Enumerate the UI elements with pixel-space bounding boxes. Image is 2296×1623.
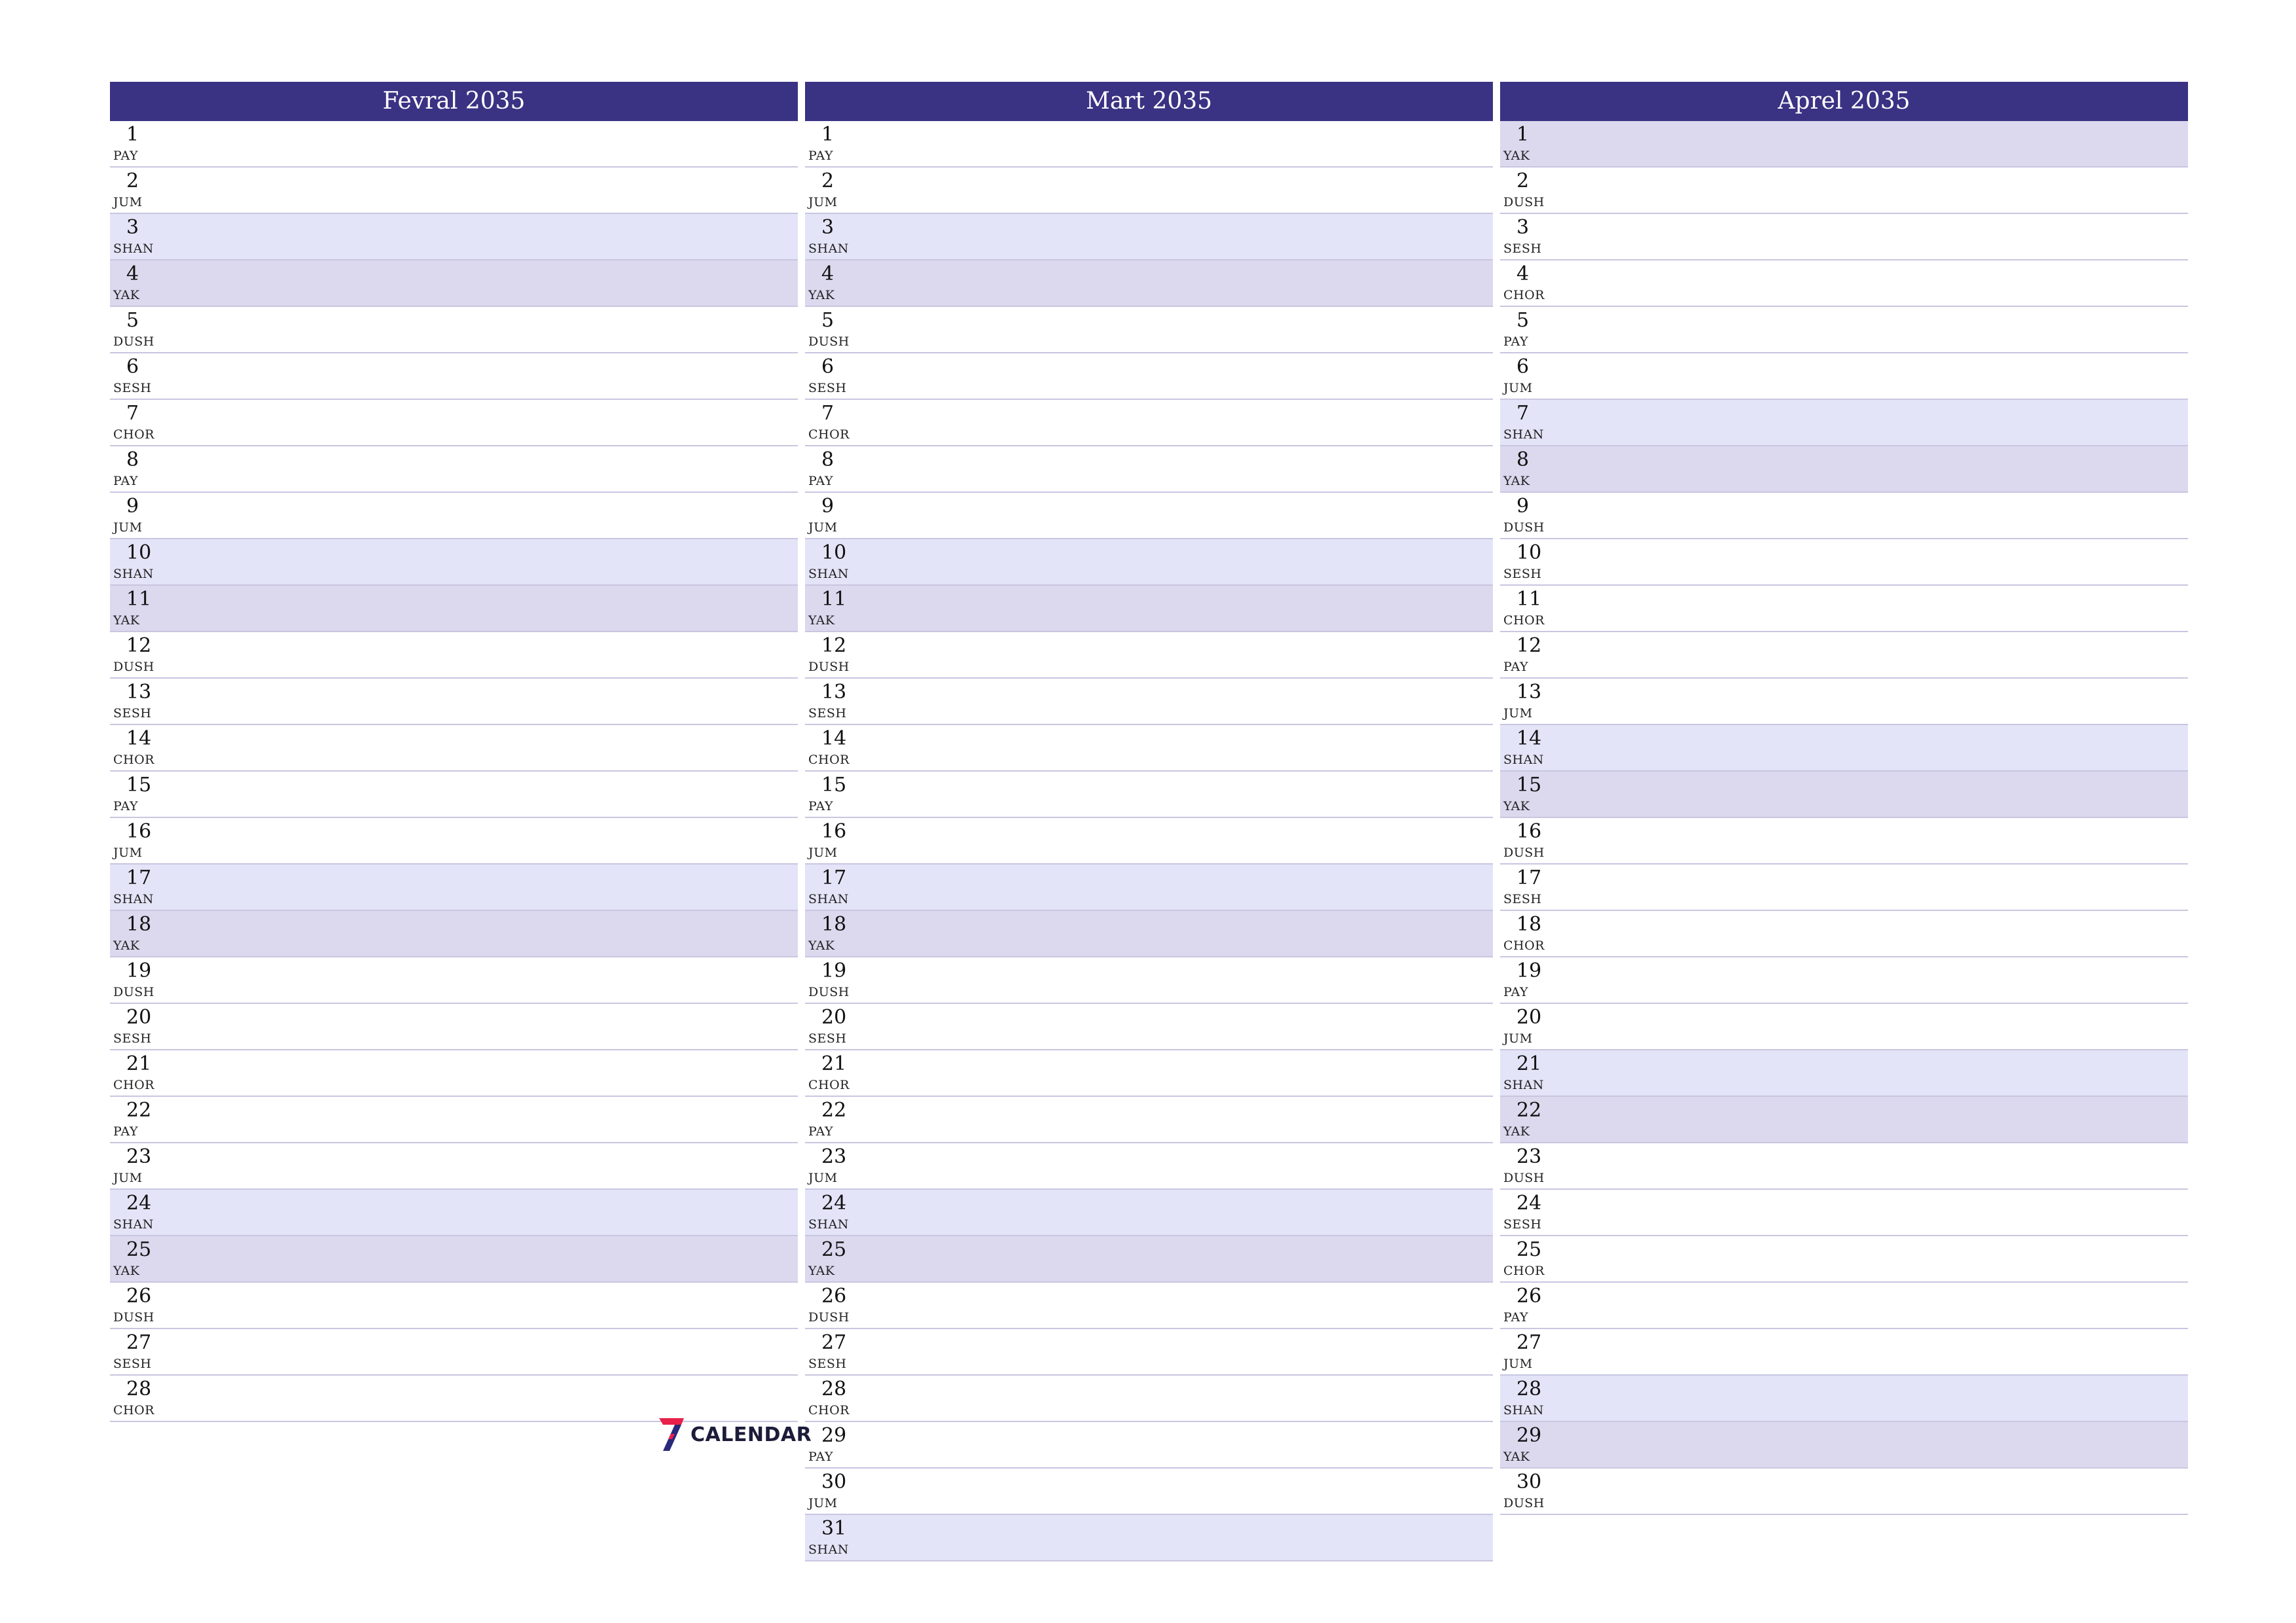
day-row[interactable]: [110, 1004, 798, 1050]
day-number: 28: [821, 1378, 847, 1400]
weekday-label: CHOR: [1503, 938, 1545, 953]
weekday-label: JUM: [1503, 1031, 1533, 1046]
day-row[interactable]: [110, 586, 798, 632]
weekday-label: PAY: [1503, 334, 1529, 349]
weekday-label: SESH: [1503, 1217, 1542, 1232]
day-number: 13: [1516, 681, 1542, 704]
day-number: 16: [821, 820, 847, 843]
weekday-label: PAY: [808, 149, 834, 163]
weekday-label: SHAN: [113, 892, 154, 906]
day-number: 26: [821, 1285, 847, 1308]
weekday-label: CHOR: [1503, 613, 1545, 628]
day-row[interactable]: [110, 957, 798, 1004]
weekday-label: SESH: [113, 706, 152, 721]
day-number: 25: [126, 1238, 152, 1261]
day-number: 12: [821, 634, 847, 657]
day-number: 31: [821, 1517, 847, 1540]
day-row[interactable]: [805, 1422, 1493, 1469]
day-row[interactable]: [110, 818, 798, 865]
weekday-label: SESH: [113, 1031, 152, 1046]
day-number: 15: [821, 774, 847, 796]
day-number: 19: [1516, 959, 1542, 982]
weekday-label: PAY: [113, 1124, 139, 1139]
weekday-label: JUM: [113, 195, 143, 209]
weekday-label: PAY: [1503, 985, 1529, 999]
day-row[interactable]: [805, 1236, 1493, 1283]
weekday-label: SESH: [808, 1357, 847, 1371]
day-row[interactable]: [805, 1515, 1493, 1561]
weekday-label: SHAN: [1503, 1078, 1544, 1092]
day-number: 26: [1516, 1285, 1542, 1308]
day-number: 23: [821, 1145, 847, 1168]
day-number: 1: [821, 123, 834, 146]
day-number: 16: [126, 820, 152, 843]
day-row[interactable]: [805, 539, 1493, 586]
day-number: 7: [1516, 402, 1530, 425]
day-row[interactable]: [805, 1190, 1493, 1236]
weekday-label: JUM: [1503, 381, 1533, 395]
day-row[interactable]: [1500, 586, 2188, 632]
day-number: 12: [1516, 634, 1542, 657]
weekday-label: DUSH: [1503, 520, 1545, 535]
day-number: 14: [821, 727, 847, 750]
day-number: 24: [1516, 1192, 1542, 1215]
day-number: 6: [1516, 355, 1530, 378]
day-number: 9: [1516, 495, 1530, 518]
weekday-label: DUSH: [808, 985, 850, 999]
day-row[interactable]: [110, 446, 798, 493]
day-row[interactable]: [805, 1469, 1493, 1515]
day-number: 5: [821, 309, 834, 332]
day-row[interactable]: [1500, 818, 2188, 865]
weekday-label: SESH: [1503, 892, 1542, 906]
day-number: 5: [126, 309, 139, 332]
weekday-label: DUSH: [808, 1310, 850, 1325]
weekday-label: SHAN: [808, 892, 849, 906]
day-number: 17: [1516, 866, 1542, 889]
day-number: 24: [821, 1192, 847, 1215]
day-number: 8: [1516, 448, 1530, 471]
day-number: 30: [1516, 1471, 1542, 1493]
day-row[interactable]: [1500, 1422, 2188, 1469]
weekday-label: YAK: [1503, 149, 1530, 163]
day-number: 23: [126, 1145, 152, 1168]
day-number: 1: [126, 123, 139, 146]
weekday-label: CHOR: [113, 1403, 154, 1418]
day-row[interactable]: [805, 168, 1493, 214]
day-row[interactable]: [1500, 1143, 2188, 1190]
day-row[interactable]: [805, 1143, 1493, 1190]
day-row[interactable]: [805, 353, 1493, 400]
day-number: 21: [126, 1052, 152, 1075]
weekday-label: SHAN: [113, 567, 154, 581]
day-row[interactable]: [805, 1050, 1493, 1097]
day-row[interactable]: [805, 1004, 1493, 1050]
day-number: 6: [821, 355, 834, 378]
day-row[interactable]: [1500, 725, 2188, 772]
day-number: 20: [1516, 1006, 1542, 1029]
day-list: [1500, 121, 2188, 1515]
weekday-label: YAK: [808, 938, 835, 953]
day-row[interactable]: [1500, 1283, 2188, 1329]
day-row[interactable]: [1500, 168, 2188, 214]
weekday-label: CHOR: [113, 753, 154, 767]
weekday-label: YAK: [808, 288, 835, 302]
day-number: 1: [1516, 123, 1530, 146]
weekday-label: SESH: [113, 1357, 152, 1371]
seven-logo-icon: [658, 1417, 685, 1452]
day-row[interactable]: [110, 400, 798, 446]
day-row[interactable]: [805, 725, 1493, 772]
day-number: 7: [821, 402, 834, 425]
day-number: 4: [821, 262, 834, 285]
weekday-label: YAK: [113, 288, 140, 302]
weekday-label: CHOR: [808, 753, 850, 767]
weekday-label: YAK: [113, 938, 140, 953]
weekday-label: CHOR: [1503, 288, 1545, 302]
day-row[interactable]: [1500, 957, 2188, 1004]
day-number: 23: [1516, 1145, 1542, 1168]
day-row[interactable]: [1500, 539, 2188, 586]
month-title: Fevral 2035: [110, 82, 798, 121]
day-number: 22: [1516, 1099, 1542, 1122]
day-number: 26: [126, 1285, 152, 1308]
weekday-label: CHOR: [808, 1403, 850, 1418]
day-number: 11: [1516, 588, 1542, 611]
day-row[interactable]: [805, 1283, 1493, 1329]
day-row[interactable]: [110, 772, 798, 818]
day-row[interactable]: [110, 121, 798, 168]
weekday-label: PAY: [1503, 660, 1529, 674]
day-number: 21: [821, 1052, 847, 1075]
day-number: 29: [821, 1424, 847, 1447]
day-number: 14: [1516, 727, 1542, 750]
day-row[interactable]: [110, 493, 798, 539]
weekday-label: PAY: [1503, 1310, 1529, 1325]
day-number: 28: [1516, 1378, 1542, 1400]
weekday-label: SHAN: [113, 1217, 154, 1232]
day-row[interactable]: [110, 1376, 798, 1422]
day-row[interactable]: [805, 493, 1493, 539]
day-number: 25: [1516, 1238, 1542, 1261]
weekday-label: YAK: [113, 1264, 140, 1278]
weekday-label: SESH: [808, 706, 847, 721]
day-number: 6: [126, 355, 139, 378]
day-number: 25: [821, 1238, 847, 1261]
weekday-label: SHAN: [808, 241, 849, 256]
weekday-label: CHOR: [808, 1078, 850, 1092]
weekday-label: CHOR: [113, 427, 154, 442]
day-row[interactable]: [1500, 1376, 2188, 1422]
day-number: 17: [821, 866, 847, 889]
weekday-label: SHAN: [113, 241, 154, 256]
day-number: 24: [126, 1192, 152, 1215]
day-number: 10: [1516, 541, 1542, 564]
day-number: 16: [1516, 820, 1542, 843]
day-row[interactable]: [110, 865, 798, 911]
day-row[interactable]: [805, 911, 1493, 957]
weekday-label: YAK: [1503, 1450, 1530, 1464]
day-number: 10: [126, 541, 152, 564]
day-number: 28: [126, 1378, 152, 1400]
weekday-label: DUSH: [113, 1310, 154, 1325]
logo-text: CALENDAR: [691, 1423, 812, 1446]
day-row[interactable]: [110, 911, 798, 957]
day-row[interactable]: [805, 1097, 1493, 1143]
weekday-label: DUSH: [1503, 1496, 1545, 1510]
day-row[interactable]: [110, 214, 798, 260]
day-number: 4: [1516, 262, 1530, 285]
weekday-label: DUSH: [1503, 1171, 1545, 1185]
day-number: 17: [126, 866, 152, 889]
weekday-label: JUM: [113, 1171, 143, 1185]
weekday-label: PAY: [113, 474, 139, 488]
month-title: Mart 2035: [805, 82, 1493, 121]
day-row[interactable]: [1500, 121, 2188, 168]
day-number: 18: [1516, 913, 1542, 936]
day-row[interactable]: [110, 725, 798, 772]
day-row[interactable]: [1500, 1469, 2188, 1515]
day-row[interactable]: [805, 632, 1493, 679]
day-number: 3: [1516, 216, 1530, 239]
day-number: 7: [126, 402, 139, 425]
month-column-march: [805, 82, 1493, 1561]
weekday-label: CHOR: [808, 427, 850, 442]
day-row[interactable]: [1500, 1097, 2188, 1143]
day-row[interactable]: [805, 307, 1493, 353]
weekday-label: JUM: [113, 520, 143, 535]
day-number: 20: [126, 1006, 152, 1029]
weekday-label: CHOR: [113, 1078, 154, 1092]
day-number: 29: [1516, 1424, 1542, 1447]
weekday-label: DUSH: [808, 334, 850, 349]
day-row[interactable]: [1500, 260, 2188, 307]
day-number: 14: [126, 727, 152, 750]
day-row[interactable]: [110, 1050, 798, 1097]
day-row[interactable]: [805, 772, 1493, 818]
day-row[interactable]: [805, 260, 1493, 307]
day-number: 15: [1516, 774, 1542, 796]
day-row[interactable]: [1500, 307, 2188, 353]
weekday-label: SESH: [808, 1031, 847, 1046]
weekday-label: PAY: [808, 1124, 834, 1139]
day-number: 12: [126, 634, 152, 657]
weekday-label: JUM: [1503, 1357, 1533, 1371]
day-number: 11: [126, 588, 152, 611]
day-row[interactable]: [110, 539, 798, 586]
day-row[interactable]: [1500, 1050, 2188, 1097]
weekday-label: DUSH: [113, 660, 154, 674]
weekday-label: DUSH: [1503, 195, 1545, 209]
day-row[interactable]: [1500, 1329, 2188, 1376]
weekday-label: DUSH: [808, 660, 850, 674]
weekday-label: JUM: [808, 1171, 838, 1185]
day-row[interactable]: [805, 1329, 1493, 1376]
day-row[interactable]: [805, 121, 1493, 168]
day-number: 8: [126, 448, 139, 471]
weekday-label: JUM: [113, 846, 143, 860]
day-row[interactable]: [1500, 911, 2188, 957]
day-row[interactable]: [110, 1190, 798, 1236]
day-row[interactable]: [1500, 493, 2188, 539]
month-column-april: [1500, 82, 2188, 1515]
day-row[interactable]: [1500, 772, 2188, 818]
day-row[interactable]: [1500, 1190, 2188, 1236]
day-number: 10: [821, 541, 847, 564]
day-number: 30: [821, 1471, 847, 1493]
weekday-label: YAK: [808, 613, 835, 628]
day-number: 13: [821, 681, 847, 704]
month-column-february: [110, 82, 798, 1422]
day-number: 22: [126, 1099, 152, 1122]
day-row[interactable]: [110, 168, 798, 214]
day-row[interactable]: [805, 586, 1493, 632]
weekday-label: SHAN: [808, 1217, 849, 1232]
day-number: 19: [126, 959, 152, 982]
month-title: Aprel 2035: [1500, 82, 2188, 121]
day-number: 8: [821, 448, 834, 471]
day-number: 27: [126, 1331, 152, 1354]
weekday-label: YAK: [113, 613, 140, 628]
day-row[interactable]: [1500, 214, 2188, 260]
day-number: 13: [126, 681, 152, 704]
weekday-label: JUM: [808, 195, 838, 209]
day-row[interactable]: [110, 632, 798, 679]
day-row[interactable]: [110, 1283, 798, 1329]
day-number: 21: [1516, 1052, 1542, 1075]
day-row[interactable]: [805, 214, 1493, 260]
weekday-label: PAY: [808, 474, 834, 488]
day-row[interactable]: [805, 1376, 1493, 1422]
weekday-label: JUM: [808, 520, 838, 535]
weekday-label: SHAN: [1503, 427, 1544, 442]
day-number: 18: [126, 913, 152, 936]
day-row[interactable]: [110, 1329, 798, 1376]
day-row[interactable]: [805, 679, 1493, 725]
weekday-label: DUSH: [113, 334, 154, 349]
day-row[interactable]: [805, 818, 1493, 865]
day-row[interactable]: [110, 679, 798, 725]
day-row[interactable]: [1500, 679, 2188, 725]
weekday-label: SHAN: [1503, 1403, 1544, 1418]
day-row[interactable]: [1500, 1236, 2188, 1283]
day-number: 4: [126, 262, 139, 285]
day-number: 9: [126, 495, 139, 518]
weekday-label: PAY: [808, 1450, 834, 1464]
day-number: 19: [821, 959, 847, 982]
weekday-label: YAK: [1503, 1124, 1530, 1139]
weekday-label: SHAN: [1503, 753, 1544, 767]
day-number: 18: [821, 913, 847, 936]
weekday-label: PAY: [113, 149, 139, 163]
day-list: [805, 121, 1493, 1561]
day-row[interactable]: [1500, 353, 2188, 400]
day-row[interactable]: [1500, 446, 2188, 493]
weekday-label: SHAN: [808, 567, 849, 581]
day-row[interactable]: [1500, 400, 2188, 446]
weekday-label: DUSH: [1503, 846, 1545, 860]
day-row[interactable]: [1500, 1004, 2188, 1050]
weekday-label: PAY: [808, 799, 834, 813]
day-number: 27: [1516, 1331, 1542, 1354]
weekday-label: SHAN: [808, 1543, 849, 1557]
weekday-label: SESH: [1503, 241, 1542, 256]
day-number: 20: [821, 1006, 847, 1029]
day-row[interactable]: [110, 1097, 798, 1143]
day-row[interactable]: [805, 446, 1493, 493]
day-number: 2: [1516, 169, 1530, 192]
day-row[interactable]: [1500, 865, 2188, 911]
weekday-label: JUM: [1503, 706, 1533, 721]
day-row[interactable]: [110, 260, 798, 307]
weekday-label: DUSH: [113, 985, 154, 999]
day-row[interactable]: [1500, 632, 2188, 679]
day-number: 15: [126, 774, 152, 796]
weekday-label: CHOR: [1503, 1264, 1545, 1278]
weekday-label: YAK: [1503, 799, 1530, 813]
day-row[interactable]: [805, 865, 1493, 911]
day-number: 11: [821, 588, 847, 611]
weekday-label: YAK: [1503, 474, 1530, 488]
day-number: 9: [821, 495, 834, 518]
day-number: 3: [821, 216, 834, 239]
day-row[interactable]: [805, 957, 1493, 1004]
day-row[interactable]: [110, 1236, 798, 1283]
weekday-label: YAK: [808, 1264, 835, 1278]
day-number: 2: [126, 169, 139, 192]
day-row[interactable]: [110, 353, 798, 400]
weekday-label: SESH: [113, 381, 152, 395]
weekday-label: SESH: [808, 381, 847, 395]
day-number: 2: [821, 169, 834, 192]
weekday-label: JUM: [808, 846, 838, 860]
day-row[interactable]: [110, 307, 798, 353]
weekday-label: PAY: [113, 799, 139, 813]
day-list: [110, 121, 798, 1422]
weekday-label: JUM: [808, 1496, 838, 1510]
day-row[interactable]: [805, 400, 1493, 446]
day-number: 22: [821, 1099, 847, 1122]
weekday-label: SESH: [1503, 567, 1542, 581]
calendar-logo[interactable]: [658, 1417, 812, 1452]
day-number: 5: [1516, 309, 1530, 332]
day-number: 3: [126, 216, 139, 239]
day-number: 27: [821, 1331, 847, 1354]
day-row[interactable]: [110, 1143, 798, 1190]
